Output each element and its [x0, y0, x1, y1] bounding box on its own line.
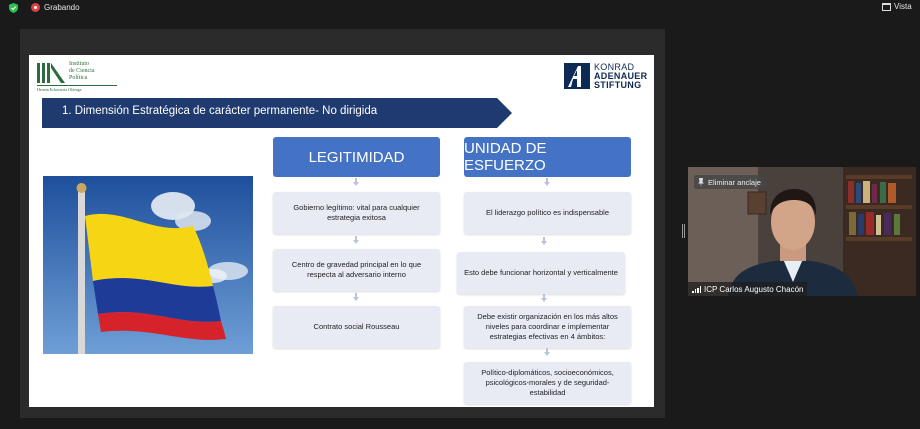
view-button[interactable]	[882, 2, 912, 11]
panel-resize-handle[interactable]	[682, 224, 685, 238]
shield-icon[interactable]	[9, 3, 18, 13]
arrow-down-icon	[353, 240, 359, 244]
slide-title: 1. Dimensión Estratégica de carácter permanente- No dirigida	[62, 105, 378, 117]
colombia-flag-image	[43, 176, 253, 354]
recording-label: Grabando	[44, 3, 80, 12]
participant-name: ICP Carlos Augusto Chacón	[704, 284, 804, 294]
kas-logo-mark	[564, 63, 590, 89]
icp-line-2: de Ciencia	[69, 68, 95, 74]
unidad-item-2: Esto debe funcionar horizontal y verticalmente	[457, 252, 625, 294]
view-label: Vista	[894, 2, 912, 11]
icp-logo-text	[69, 61, 95, 82]
arrow-down-icon	[541, 241, 547, 245]
signal-bars-icon	[692, 286, 701, 293]
unidad-item-3: Debe existir organización en los más altos niveles para coordinar e implementar estrategias efectivas en 4 ámbitos:	[464, 306, 631, 348]
icp-line-1: Instituto	[69, 61, 90, 67]
unidad-esfuerzo-header: UNIDAD DE ESFUERZO	[464, 137, 631, 177]
kas-logo-text	[594, 63, 647, 90]
pin-icon	[697, 178, 705, 187]
icp-logo-mark	[37, 63, 65, 83]
legitimidad-item-3: Contrato social Rousseau	[273, 306, 440, 348]
arrow-down-icon	[544, 352, 550, 356]
recording-icon[interactable]	[31, 3, 40, 12]
legitimidad-item-1: Gobierno legítimo: vital para cualquier estrategia exitosa	[273, 192, 440, 234]
icp-logo-subline: Hernán Echavarría Olózaga	[37, 85, 117, 92]
unidad-item-1: El liderazgo político es indispensable	[464, 192, 631, 234]
unpin-label: Eliminar anclaje	[708, 177, 761, 187]
participant-name-tag	[688, 282, 807, 296]
grid-view-icon	[882, 3, 891, 11]
kas-logo	[564, 63, 649, 91]
arrow-down-icon	[353, 297, 359, 301]
kas-line-1: KONRAD	[594, 62, 635, 72]
legitimidad-item-2: Centro de gravedad principal en lo que respecta al adversario interno	[273, 249, 440, 291]
icp-logo	[37, 61, 117, 91]
kas-line-2: ADENAUER	[594, 71, 648, 81]
arrow-down-icon	[544, 182, 550, 186]
legitimidad-header: LEGITIMIDAD	[273, 137, 440, 177]
arrow-down-icon	[541, 298, 547, 302]
presentation-slide	[29, 55, 654, 407]
unpin-button[interactable]	[694, 175, 765, 189]
participant-video-tile[interactable]	[688, 167, 916, 296]
icp-line-3: Política	[69, 75, 88, 81]
unidad-item-4: Político-diplomáticos, socioeconómicos, psicológicos-morales y de seguridad-estabilidad	[464, 362, 631, 404]
arrow-down-icon	[353, 182, 359, 186]
meeting-top-bar	[0, 0, 920, 16]
kas-line-3: STIFTUNG	[594, 80, 642, 90]
